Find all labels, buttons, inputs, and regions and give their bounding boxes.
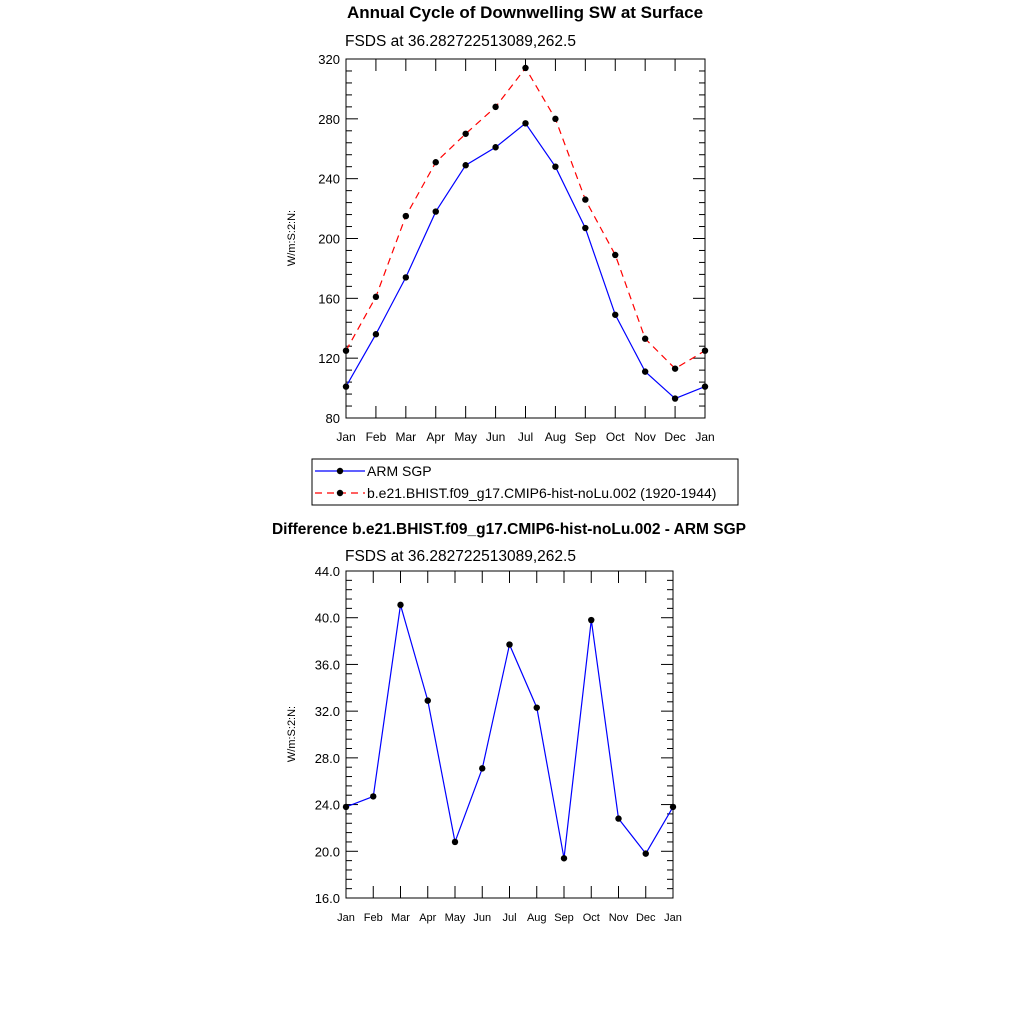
- legend-marker-arm-sgp: [337, 468, 343, 474]
- data-point: [561, 855, 567, 861]
- x-tick-label: Jul: [517, 430, 534, 444]
- data-point: [552, 164, 558, 170]
- bottom-plot-area: [315, 564, 682, 924]
- y-tick-label: 32.0: [314, 704, 340, 720]
- legend-label-arm-sgp: ARM SGP: [367, 463, 432, 479]
- x-tick-label: Mar: [391, 912, 410, 924]
- data-point: [672, 395, 678, 401]
- data-point: [506, 641, 512, 647]
- data-point: [492, 104, 498, 110]
- top-plot-area: [318, 52, 714, 444]
- y-tick-label: 20.0: [314, 844, 340, 860]
- y-tick-label: 240: [318, 171, 340, 187]
- data-point: [612, 312, 618, 318]
- x-tick-label: May: [444, 912, 466, 924]
- y-tick-label: 36.0: [314, 657, 340, 673]
- data-point: [642, 368, 648, 374]
- data-point: [702, 383, 708, 389]
- x-tick-label: Apr: [426, 430, 446, 444]
- data-point: [642, 336, 648, 342]
- data-point: [702, 347, 708, 353]
- x-tick-label: Aug: [526, 912, 547, 924]
- data-point: [615, 815, 621, 821]
- series-line-1: [346, 68, 705, 369]
- y-tick-label: 320: [318, 52, 340, 67]
- data-point: [433, 208, 439, 214]
- y-tick-label: 40.0: [314, 610, 340, 626]
- legend-marker-model: [337, 490, 343, 496]
- data-point: [433, 159, 439, 165]
- bottom-chart-subtitle: FSDS at 36.282722513089,262.5: [345, 548, 576, 565]
- data-point: [343, 347, 349, 353]
- plot-frame: [346, 59, 705, 418]
- data-point: [479, 765, 485, 771]
- plot-frame: [346, 571, 673, 898]
- data-point: [462, 162, 468, 168]
- legend-label-model: b.e21.BHIST.f09_g17.CMIP6-hist-noLu.002 (1920-1944): [367, 485, 717, 501]
- data-point: [343, 383, 349, 389]
- x-tick-label: Nov: [608, 912, 629, 924]
- data-point: [425, 697, 431, 703]
- x-tick-label: Sep: [574, 430, 597, 444]
- y-tick-label: 280: [318, 111, 340, 127]
- data-point: [522, 120, 528, 126]
- top-chart-subtitle: FSDS at 36.282722513089,262.5: [345, 33, 576, 50]
- y-tick-label: 120: [318, 351, 340, 367]
- y-tick-label: 160: [318, 291, 340, 307]
- x-tick-label: Sep: [554, 912, 574, 924]
- data-point: [552, 116, 558, 122]
- x-tick-label: Jan: [695, 430, 715, 444]
- data-point: [582, 196, 588, 202]
- series-line-0: [346, 123, 705, 398]
- x-tick-label: Jun: [473, 912, 492, 924]
- data-point: [672, 365, 678, 371]
- x-tick-label: Feb: [365, 430, 387, 444]
- data-point: [582, 225, 588, 231]
- data-point: [534, 704, 540, 710]
- x-tick-label: Dec: [635, 912, 656, 924]
- data-point: [403, 213, 409, 219]
- x-tick-label: Jun: [485, 430, 506, 444]
- data-point: [612, 252, 618, 258]
- y-tick-label: 200: [318, 231, 340, 247]
- data-point: [373, 331, 379, 337]
- data-point: [397, 602, 403, 608]
- y-tick-label: 80: [325, 411, 340, 426]
- x-tick-label: Oct: [605, 430, 625, 444]
- x-tick-label: Nov: [634, 430, 656, 444]
- y-tick-label: 24.0: [314, 797, 340, 813]
- data-point: [373, 294, 379, 300]
- x-tick-label: May: [454, 430, 478, 444]
- x-tick-label: Jan: [336, 430, 356, 444]
- x-tick-label: Dec: [664, 430, 686, 444]
- bottom-y-axis-label: W/m:S:2:N:: [286, 705, 298, 763]
- top-chart-title: Annual Cycle of Downwelling SW at Surface: [346, 3, 704, 22]
- x-tick-label: Jan: [664, 912, 682, 924]
- x-tick-label: Mar: [395, 430, 417, 444]
- data-point: [670, 804, 676, 810]
- y-tick-label: 44.0: [314, 564, 340, 579]
- x-tick-label: Jul: [502, 912, 517, 924]
- x-tick-label: Feb: [363, 912, 383, 924]
- y-tick-label: 16.0: [314, 891, 340, 906]
- data-point: [462, 131, 468, 137]
- data-point: [643, 850, 649, 856]
- data-point: [403, 274, 409, 280]
- data-point: [370, 793, 376, 799]
- x-tick-label: Jan: [337, 912, 355, 924]
- data-point: [343, 804, 349, 810]
- x-tick-label: Oct: [582, 912, 600, 924]
- legend: [312, 459, 738, 505]
- data-point: [522, 65, 528, 71]
- data-point: [452, 839, 458, 845]
- data-point: [492, 144, 498, 150]
- bottom-chart-title: Difference b.e21.BHIST.f09_g17.CMIP6-hist-noLu.002 - ARM SGP: [271, 521, 747, 538]
- x-tick-label: Apr: [419, 912, 437, 924]
- data-point: [588, 617, 594, 623]
- x-tick-label: Aug: [544, 430, 567, 444]
- y-tick-label: 28.0: [314, 750, 340, 766]
- top-y-axis-label: W/m:S:2:N:: [286, 209, 298, 267]
